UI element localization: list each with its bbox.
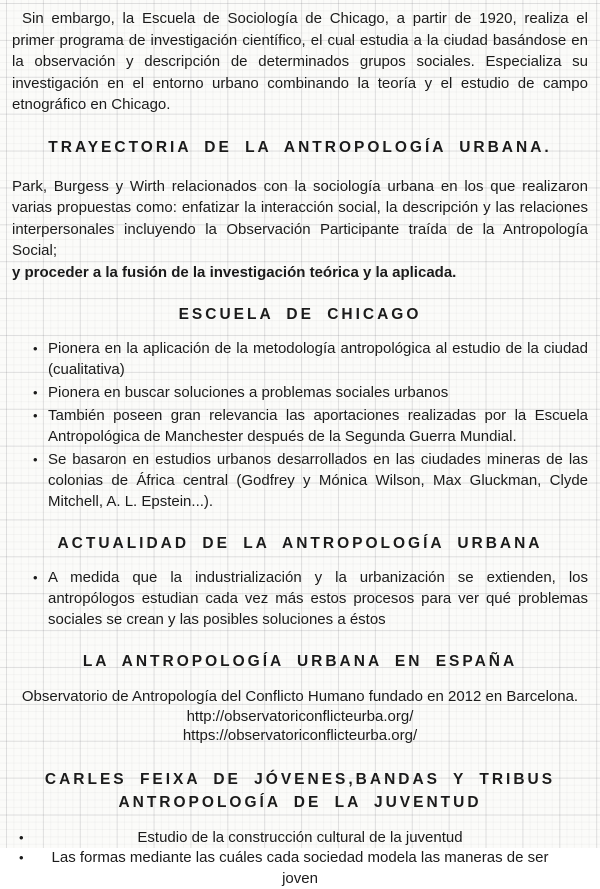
trayectoria-body-text: Park, Burgess y Wirth relacionados con la sociología urbana en los que realizaron varias propuestas como: enfatizar la interacción social, la descripción y las relaciones interpersonales incluyendo la Observación Participante traída de la Antropología Social;	[12, 178, 588, 260]
list-item: • Las formas mediante las cuáles cada sociedad modela las maneras de ser joven	[12, 848, 588, 889]
section-heading-carles-feixa: CARLES FEIXA DE JÓVENES,BANDAS Y TRIBUS ANTROPOLOGÍA DE LA JUVENTUD	[12, 768, 588, 814]
actualidad-bullet-list	[12, 567, 588, 630]
carles-bullet-list	[12, 828, 588, 889]
list-item: • A medida que la industrialización y la urbanización se extienden, los antropólogos estudian cada vez más estos procesos para ver qué problemas sociales se crean y las posibles soluciones a éstos	[48, 567, 588, 630]
intro-paragraph: Sin embargo, la Escuela de Sociología de Chicago, a partir de 1920, realiza el primer programa de investigación científico, el cual estudia a la ciudad basándose en la observación y descripción de determinados grupos sociales. Especializa su investigación en el entorno urbano combinando la teoría y el estudio de campo etnográfico en Chicago.	[12, 8, 588, 116]
section-heading-escuela-de-chicago: ESCUELA DE CHICAGO	[12, 303, 588, 326]
trayectoria-paragraph	[12, 176, 588, 284]
list-item: • Estudio de la construcción cultural de la juventud	[12, 828, 588, 849]
list-item: • También poseen gran relevancia las aportaciones realizadas por la Escuela Antropológica de Manchester después de la Segunda Guerra Mundial.	[48, 405, 588, 447]
section-heading-trayectoria: TRAYECTORIA DE LA ANTROPOLOGÍA URBANA.	[12, 136, 588, 159]
url-https: https://observatoriconflicteurba.org/	[12, 726, 588, 746]
section-heading-actualidad: ACTUALIDAD DE LA ANTROPOLOGÍA URBANA	[12, 532, 588, 555]
list-item: • Se basaron en estudios urbanos desarrollados en las ciudades mineras de las colonias de África central (Godfrey y Mónica Wilson, Max Gluckman, Clyde Mitchell, A. L. Epstein...).	[48, 449, 588, 512]
observatorio-line: Observatorio de Antropología del Conflicto Humano fundado en 2012 en Barcelona.	[12, 687, 588, 707]
list-item: • Pionera en buscar soluciones a problemas sociales urbanos	[48, 382, 588, 403]
url-http: http://observatoriconflicteurba.org/	[12, 707, 588, 727]
escuela-bullet-list	[12, 338, 588, 512]
trayectoria-bold-line: y proceder a la fusión de la investigación teórica y la aplicada.	[12, 262, 588, 284]
list-item: • Pionera en la aplicación de la metodología antropológica al estudio de la ciudad (cualitativa)	[48, 338, 588, 380]
section-heading-espana: LA ANTROPOLOGÍA URBANA EN ESPAÑA	[12, 650, 588, 673]
